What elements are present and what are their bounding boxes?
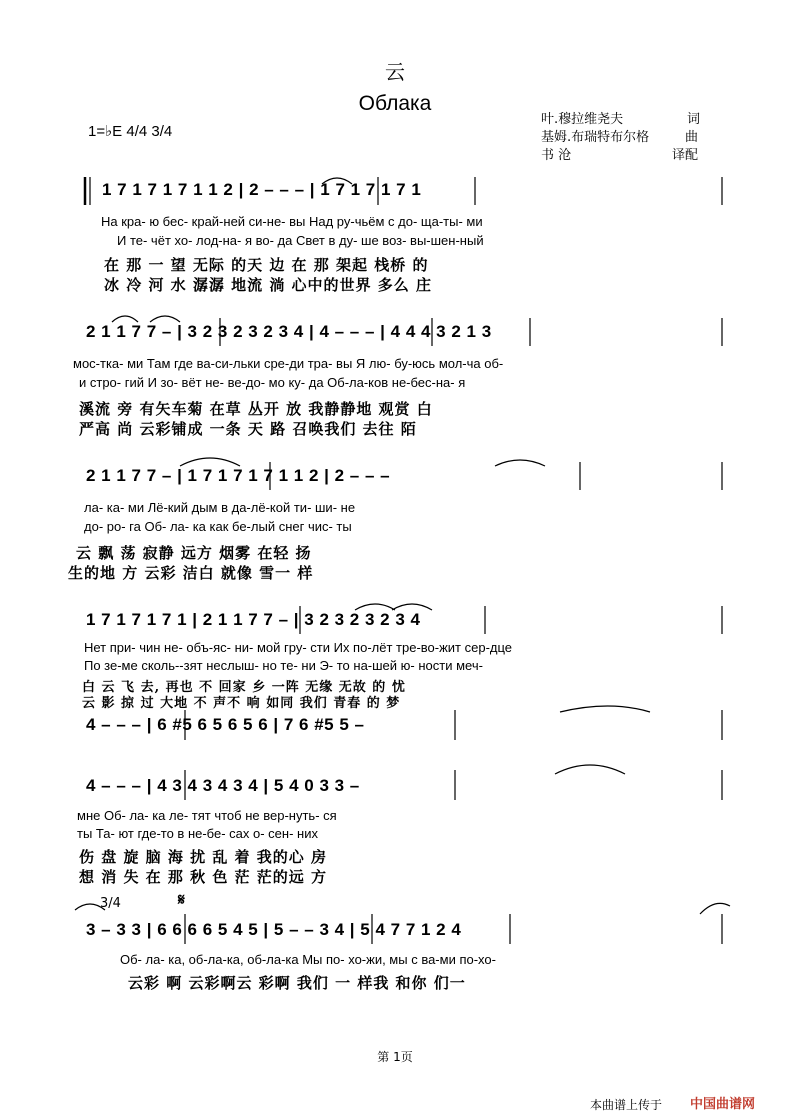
notation-row-7: 3 – 3 3 | 6 6 6 6 5 4 5 | 5 – – 3 4 | 5 4 7 7 1 2 4 — [86, 920, 462, 939]
lyrics-ru-verse2-row-3: до- ро- га Об- ла- ка как бе-лый снег чис- ты — [84, 519, 352, 534]
lyrics-ru-verse1-row-4: Нет при- чин не- объ-яс- ни- мой гру- сти Их по-лёт тре-во-жит сер-дце — [84, 640, 513, 655]
lyrics-ru-verse1-row-7: Об- ла- ка, об-ла-ка, об-ла-ка Мы по- хо-жи, мы с ва-ми по-хо- — [120, 952, 496, 967]
lyrics-ru-verse1-row-2: мос-тка- ми Там где ва-си-льки сре-ди тра- вы Я лю- бу-юсь мол-ча об- — [73, 356, 504, 371]
site-logo: 中国曲谱网 — [690, 1097, 756, 1112]
lyrics-ru-verse1-row-1: На кра- ю бес- край-ней си-не- вы Над ру-чьём с до- ща-ты- ми — [101, 214, 483, 229]
lyrics-ru-verse2-row-2: и стро- гий И зо- вёт не- ве-до- мо ку- да Об-ла-ков не-бес-на- я — [79, 375, 466, 390]
notation-row-2: 2 1 1 7 7 – | 3 2 3 2 3 2 3 4 | 4 – – – | 4 4 4 3 2 1 3 — [86, 322, 492, 341]
credit-composer-role: 曲 — [685, 130, 699, 145]
lyrics-ru-verse1-row-3: ла- ка- ми Лё-кий дым в да-лё-кой ти- ши- не — [84, 500, 356, 515]
lyrics-cn-verse1-row-7: 云彩 啊 云彩啊云 彩啊 我们 一 样我 和你 们一 — [128, 974, 466, 992]
key-signature: 1=♭E 4/4 3/4 — [88, 123, 173, 140]
notation-row-1: 1 7 1 7 1 7 1 1 2 | 2 – – – | 1 7 1 7 1 7 1 — [102, 180, 422, 199]
lyrics-cn-verse2-row-4: 云 影 掠 过 大地 不 声不 响 如同 我们 青春 的 梦 — [82, 696, 401, 711]
song-title-chinese: 云 — [385, 60, 405, 84]
notation-row-4: 1 7 1 7 1 7 1 | 2 1 1 7 7 – | 3 2 3 2 3 2 3 4 — [86, 610, 421, 629]
lyrics-ru-verse1-row-6: мне Об- ла- ка ле- тят чтоб не вер-нуть- ся — [77, 808, 337, 823]
lyrics-cn-verse2-row-3: 生的地 方 云彩 洁白 就像 雪一 样 — [68, 564, 314, 582]
lyrics-cn-verse2-row-6: 想 消 失 在 那 秋 色 茫 茫的远 方 — [79, 868, 328, 886]
lyrics-cn-verse1-row-2: 溪流 旁 有矢车菊 在草 丛开 放 我静静地 观赏 白 — [79, 400, 433, 418]
notation-row-5: 4 – – – | 6 #5 6 5 6 5 6 | 7 6 #5 5 – — [86, 715, 365, 734]
notation-row-3: 2 1 1 7 7 – | 1 7 1 7 1 7 1 1 2 | 2 – – – — [86, 466, 391, 485]
upload-note: 本曲谱上传于 — [590, 1098, 663, 1112]
credit-lyricist-role: 词 — [687, 112, 701, 127]
credit-translator-role: 译配 — [672, 148, 699, 163]
lyrics-cn-verse2-row-1: 冰 冷 河 水 潺潺 地流 淌 心中的世界 多么 庄 — [104, 276, 433, 294]
page-number: 第 1页 — [377, 1050, 413, 1064]
lyrics-ru-verse2-row-4: По зе-ме сколь--зят неслыш- но те- ни Э- то на-шей ю- ности меч- — [84, 658, 483, 673]
lyrics-ru-verse2-row-6: ты Та- ют где-то в не-бе- сах о- сен- них — [77, 826, 318, 841]
credit-composer: 基姆.布瑞特布尔格 — [541, 130, 650, 145]
time-signature-change: 3/4 — [100, 896, 121, 911]
lyrics-cn-verse2-row-2: 严高 尚 云彩铺成 一条 天 路 召唤我们 去往 陌 — [79, 420, 417, 438]
lyrics-cn-verse1-row-3: 云 飘 荡 寂静 远方 烟雾 在轻 扬 — [76, 544, 312, 562]
lyrics-cn-verse1-row-6: 伤 盘 旋 脑 海 扰 乱 着 我的心 房 — [79, 848, 328, 866]
segno-icon: 𝄋 — [178, 890, 185, 909]
lyrics-cn-verse1-row-4: 白 云 飞 去, 再也 不 回家 乡 一阵 无缘 无故 的 忧 — [82, 680, 406, 695]
lyrics-ru-verse2-row-1: И те- чёт хо- лод-на- я во- да Свет в ду- ше воз- вы-шен-ный — [117, 233, 484, 248]
notation-row-6: 4 – – – | 4 3 4 3 4 3 4 | 5 4 0 3 3 – — [86, 776, 360, 795]
song-title-russian: Облака — [358, 92, 432, 115]
lyrics-cn-verse1-row-1: 在 那 一 望 无际 的天 边 在 那 架起 栈桥 的 — [104, 256, 429, 274]
credit-lyricist: 叶.穆拉维尧夫 — [541, 112, 624, 127]
credit-translator: 书 沧 — [541, 148, 572, 163]
